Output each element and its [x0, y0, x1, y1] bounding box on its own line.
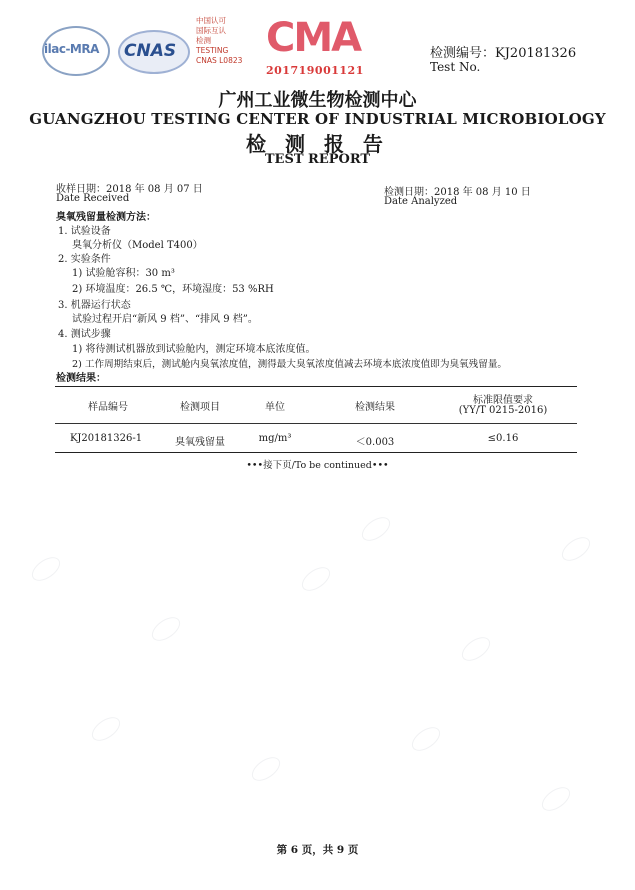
- method-step-2-item-2: 2) 环境温度：26.5 ℃，环境湿度：53 %RH: [72, 284, 274, 295]
- method-heading: 臭氧残留量检测方法：: [56, 212, 156, 223]
- watermark-mark: [558, 532, 595, 565]
- method-step-3: 3. 机器运行状态: [58, 300, 131, 311]
- column-header-limit: 标准限值要求: [473, 395, 533, 406]
- column-header-standard-ref: (YY/T 0215-2016): [458, 405, 548, 416]
- cell-unit: mg/m³: [258, 433, 292, 444]
- date-received-en: Date Received: [56, 193, 130, 204]
- method-step-1-detail: 臭氧分析仪（Model T400）: [72, 240, 203, 251]
- cma-number: 201719001121: [266, 64, 364, 77]
- cell-item: 臭氧残留量: [175, 437, 225, 448]
- watermark-mark: [408, 722, 445, 755]
- center-title-cn: 广州工业微生物检测中心: [218, 90, 417, 111]
- cnas-caption-line: 检测: [196, 36, 211, 45]
- date-received-cn: 收样日期：2018 年 08 月 07 日: [56, 184, 203, 195]
- method-step-3-detail: 试验过程开启“新风 9 档”、“排风 9 档”。: [72, 314, 258, 325]
- method-step-4: 4. 测试步骤: [58, 329, 111, 340]
- watermark-mark: [28, 552, 65, 585]
- report-title-cn: 检 测 报 告: [246, 132, 389, 156]
- cma-logo: [266, 15, 361, 64]
- test-no-en: Test No.: [430, 60, 481, 74]
- method-step-2-item-1: 1) 试验舱容积：30 m³: [72, 268, 175, 279]
- cnas-caption-line: TESTING: [196, 46, 229, 55]
- method-step-4-item-2: 2) 工作周期结束后，测试舱内臭氧浓度值，测得最大臭氧浓度值减去环境本底浓度值即为臭氧残留量。: [72, 359, 508, 370]
- date-analyzed-cn: 检测日期：2018 年 08 月 10 日: [384, 187, 531, 198]
- cnas-caption: [196, 16, 242, 66]
- cnas-caption-line: 中国认可: [196, 16, 226, 25]
- method-step-2: 2. 实验条件: [58, 254, 111, 265]
- column-header-sample-no: 样品编号: [88, 402, 128, 413]
- watermark-mark: [538, 782, 575, 815]
- watermark-mark: [458, 632, 495, 665]
- cnas-logo-text: CNAS: [124, 41, 177, 61]
- cell-sample-no: KJ20181326-1: [69, 433, 143, 444]
- results-heading: 检测结果：: [56, 373, 106, 384]
- test-no-cn: 检测编号：KJ20181326: [430, 46, 577, 61]
- column-header-unit: 单位: [265, 402, 285, 413]
- report-title-en: TEST REPORT: [264, 152, 371, 167]
- cnas-caption-line: 国际互认: [196, 26, 226, 35]
- ilac-mra-logo: [40, 26, 110, 76]
- cnas-logo: [118, 26, 188, 76]
- watermark-mark: [248, 752, 285, 785]
- continued-note: •••接下页/To be continued•••: [246, 460, 389, 471]
- column-header-result: 检测结果: [355, 402, 395, 413]
- method-step-1: 1. 试验设备: [58, 226, 111, 237]
- cell-result: ＜0.003: [355, 437, 395, 448]
- method-step-4-item-1: 1) 将待测试机器放到试验舱内，测定环境本底浓度值。: [72, 344, 316, 355]
- table-bottom-rule: [55, 452, 577, 453]
- cell-limit: ≤0.16: [487, 433, 519, 444]
- watermark-mark: [88, 712, 125, 745]
- ilac-logo-text: ilac-MRA: [44, 42, 99, 56]
- cnas-caption-line: CNAS L0823: [196, 56, 243, 65]
- watermark-mark: [358, 512, 395, 545]
- watermark-mark: [298, 562, 335, 595]
- table-header-rule: [55, 423, 577, 424]
- cma-logo-text: CMA: [266, 15, 361, 61]
- table-top-rule: [55, 386, 577, 387]
- date-analyzed-en: Date Analyzed: [384, 196, 458, 207]
- column-header-item: 检测项目: [180, 402, 220, 413]
- page-number: 第 6 页，共 9 页: [276, 844, 359, 856]
- watermark-mark: [148, 612, 185, 645]
- center-title-en: GUANGZHOU TESTING CENTER OF INDUSTRIAL MICROBIOLOGY: [29, 110, 606, 128]
